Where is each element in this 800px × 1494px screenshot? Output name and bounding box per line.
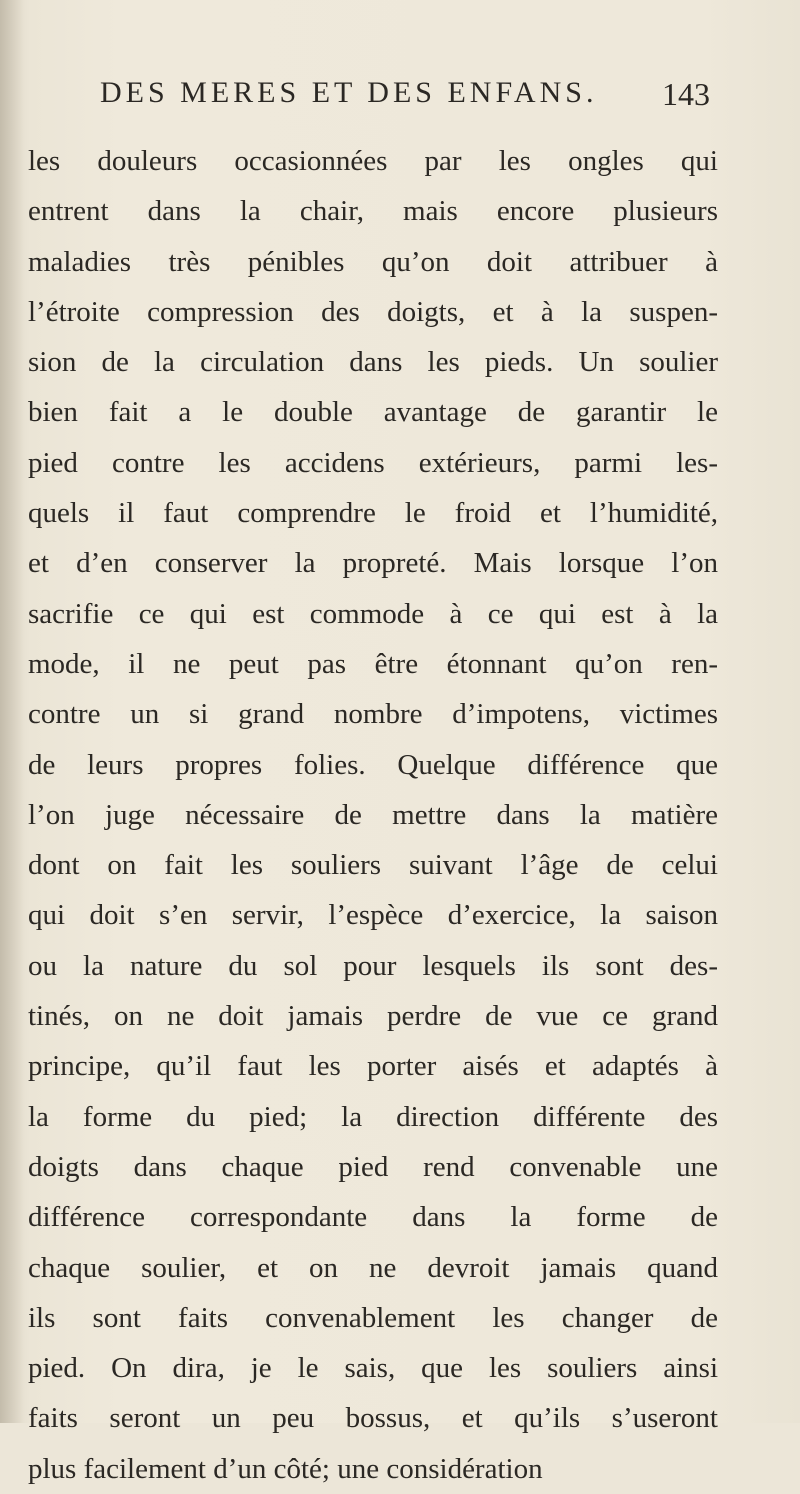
text-line: mode, il ne peut pas être étonnant qu’on ren- bbox=[28, 647, 718, 680]
text-line: dont on fait les souliers suivant l’âge de celui bbox=[28, 849, 718, 882]
running-head bbox=[0, 76, 800, 116]
body-text bbox=[28, 136, 718, 1494]
text-line: et d’en conserver la propreté. Mais lorsque l’on bbox=[28, 547, 718, 580]
text-line: principe, qu’il faut les porter aisés et adaptés à bbox=[28, 1050, 718, 1083]
text-line: pied contre les accidens extérieurs, parmi les- bbox=[28, 446, 718, 479]
text-line: la forme du pied; la direction différente des bbox=[28, 1100, 718, 1133]
text-line: sacrifie ce qui est commode à ce qui est à la bbox=[28, 597, 718, 630]
text-line: quels il faut comprendre le froid et l’humidité, bbox=[28, 497, 718, 530]
text-line: ou la nature du sol pour lesquels ils sont des- bbox=[28, 949, 718, 982]
page-number: 143 bbox=[662, 76, 710, 112]
text-line: différence correspondante dans la forme de bbox=[28, 1201, 718, 1234]
text-line: maladies très pénibles qu’on doit attribuer à bbox=[28, 245, 718, 278]
text-line: de leurs propres folies. Quelque différence que bbox=[28, 748, 718, 781]
text-line: doigts dans chaque pied rend convenable une bbox=[28, 1150, 718, 1183]
text-line: faits seront un peu bossus, et qu’ils s’useront bbox=[28, 1402, 718, 1435]
text-line: entrent dans la chair, mais encore plusieurs bbox=[28, 195, 718, 228]
gutter-shadow bbox=[0, 0, 24, 1423]
text-line: l’on juge nécessaire de mettre dans la matière bbox=[28, 798, 718, 831]
text-line: sion de la circulation dans les pieds. Un soulier bbox=[28, 346, 718, 379]
text-line: bien fait a le double avantage de garantir le bbox=[28, 396, 718, 429]
text-line: ils sont faits convenablement les changer de bbox=[28, 1301, 718, 1334]
text-line: chaque soulier, et on ne devroit jamais quand bbox=[28, 1251, 718, 1284]
text-line: l’étroite compression des doigts, et à la suspen- bbox=[28, 295, 718, 328]
text-line: les douleurs occasionnées par les ongles qui bbox=[28, 145, 718, 177]
text-line: pied. On dira, je le sais, que les souliers ainsi bbox=[28, 1352, 718, 1385]
text-line: tinés, on ne doit jamais perdre de vue ce grand bbox=[28, 1000, 718, 1033]
text-line: plus facilement d’un côté; une considération bbox=[28, 1452, 543, 1485]
running-title: DES MERES ET DES ENFANS. bbox=[100, 76, 598, 109]
text-line: qui doit s’en servir, l’espèce d’exercice, la saison bbox=[28, 899, 718, 932]
text-line: contre un si grand nombre d’impotens, victimes bbox=[28, 698, 718, 731]
